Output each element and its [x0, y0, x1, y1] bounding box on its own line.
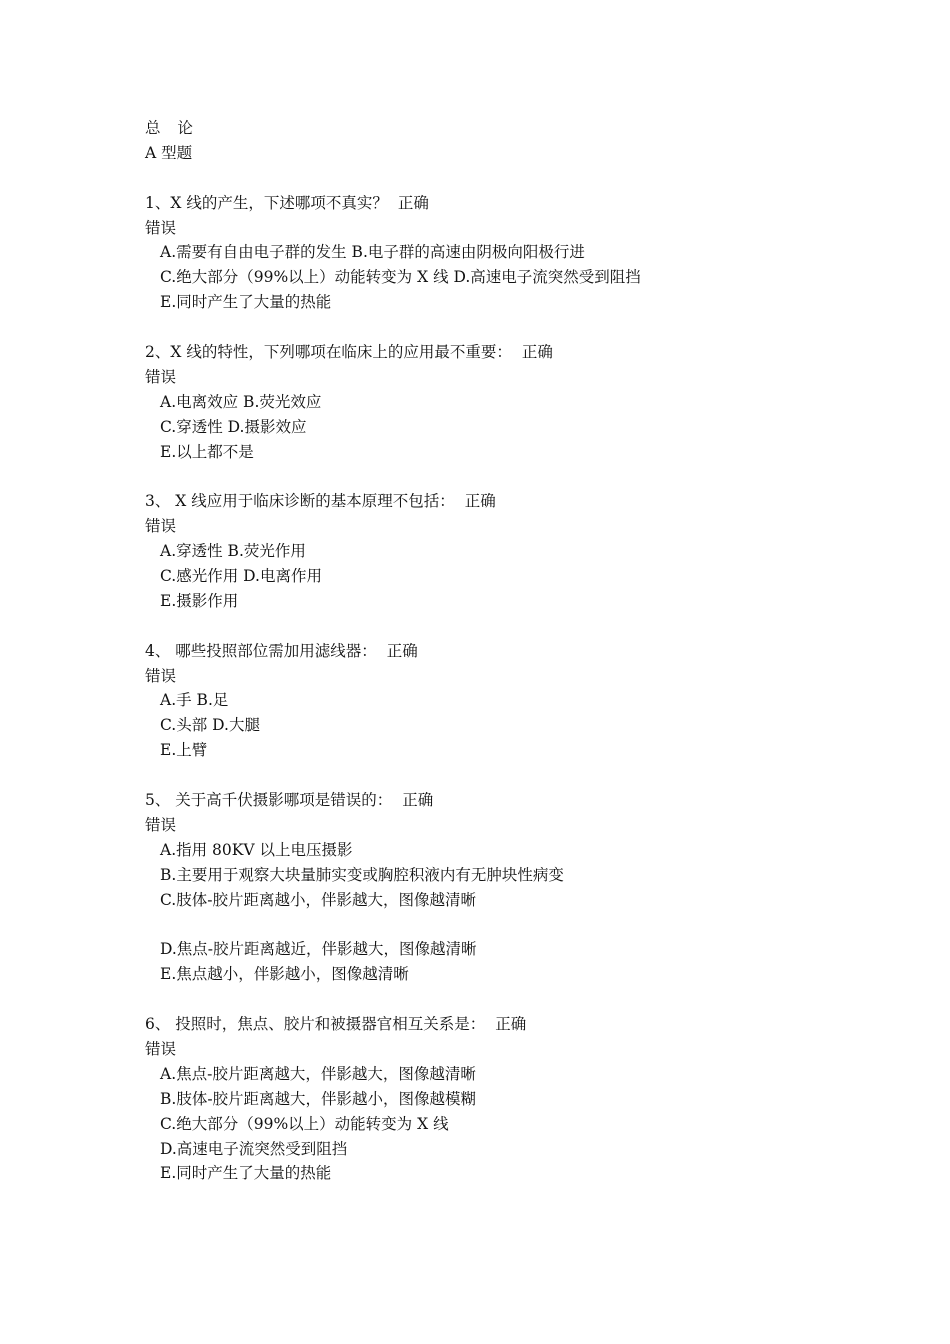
option-line: E.焦点越小，伴影越小，图像越清晰: [160, 965, 409, 984]
option-line: A.焦点-胶片距离越大，伴影越大，图像越清晰: [160, 1064, 476, 1083]
question-block: [145, 489, 905, 613]
document-title: 总 论: [145, 119, 199, 137]
question-text: 2、X 线的特性，下列哪项在临床上的应用最不重要：: [145, 343, 512, 362]
question-stem: [145, 191, 905, 216]
question-block: [145, 340, 905, 464]
spacer: [145, 987, 905, 1012]
option-line: A.需要有自由电子群的发生 B.电子群的高速由阴极向阳极行进: [160, 243, 585, 262]
option-line: C.肢体-胶片距离越小，伴影越大，图像越清晰: [160, 890, 476, 909]
option-line: C.绝大部分（99%以上）动能转变为 X 线: [160, 1114, 449, 1133]
wrong-label: 错误: [145, 815, 177, 834]
question-block: [145, 788, 905, 987]
question-text: 4、 哪些投照部位需加用滤线器：: [145, 641, 377, 660]
document-page: [145, 116, 905, 1186]
wrong-label: 错误: [145, 1039, 177, 1058]
option-line: A.电离效应 B.荧光效应: [160, 392, 322, 411]
correct-label: 正确: [521, 343, 553, 362]
option-line: B.主要用于观察大块量肺实变或胸腔积液内有无肿块性病变: [160, 865, 564, 884]
wrong-label: 错误: [145, 218, 177, 237]
option-line: D.高速电子流突然受到阻挡: [160, 1139, 348, 1158]
spacer: [145, 166, 905, 191]
question-block: [145, 639, 905, 763]
option-line: E.摄影作用: [160, 591, 239, 610]
question-block: [145, 191, 905, 315]
option-line: C.头部 D.大腿: [160, 716, 260, 735]
option-line-blank: [145, 913, 905, 938]
spacer: [145, 464, 905, 489]
correct-label: 正确: [397, 193, 429, 212]
correct-label: 正确: [402, 791, 434, 810]
option-line: E.同时产生了大量的热能: [160, 1164, 332, 1183]
option-line: E.同时产生了大量的热能: [160, 293, 332, 312]
option-line: C.穿透性 D.摄影效应: [160, 417, 307, 436]
correct-label: 正确: [464, 492, 496, 511]
spacer: [145, 315, 905, 340]
spacer: [145, 763, 905, 788]
spacer: [145, 614, 905, 639]
question-text: 3、 X 线应用于临床诊断的基本原理不包括：: [145, 492, 455, 511]
question-stem: [145, 788, 905, 813]
wrong-label: 错误: [145, 666, 177, 685]
option-line: A.手 B.足: [160, 691, 229, 710]
wrong-label: 错误: [145, 367, 177, 386]
question-stem: [145, 1012, 905, 1037]
option-line: A.指用 80KV 以上电压摄影: [160, 840, 353, 859]
question-stem: [145, 340, 905, 365]
question-block: [145, 1012, 905, 1186]
question-text: 5、 关于高千伏摄影哪项是错误的：: [145, 791, 393, 810]
wrong-label: 错误: [145, 517, 177, 536]
option-line: B.肢体-胶片距离越大，伴影越小，图像越模糊: [160, 1089, 477, 1108]
question-stem: [145, 489, 905, 514]
correct-label: 正确: [386, 641, 418, 660]
option-line: C.绝大部分（99%以上）动能转变为 X 线 D.高速电子流突然受到阻挡: [160, 268, 641, 287]
correct-label: 正确: [495, 1015, 527, 1034]
option-line: D.焦点-胶片距离越近，伴影越大，图像越清晰: [160, 940, 477, 959]
question-stem: [145, 639, 905, 664]
section-heading: A 型题: [145, 143, 193, 162]
question-text: 6、 投照时，焦点、胶片和被摄器官相互关系是：: [145, 1015, 486, 1034]
option-line: E.以上都不是: [160, 442, 254, 461]
question-text: 1、X 线的产生，下述哪项不真实？: [145, 193, 388, 212]
option-line: A.穿透性 B.荧光作用: [160, 542, 306, 561]
option-line: C.感光作用 D.电离作用: [160, 567, 322, 586]
option-line: E.上臂: [160, 741, 208, 760]
